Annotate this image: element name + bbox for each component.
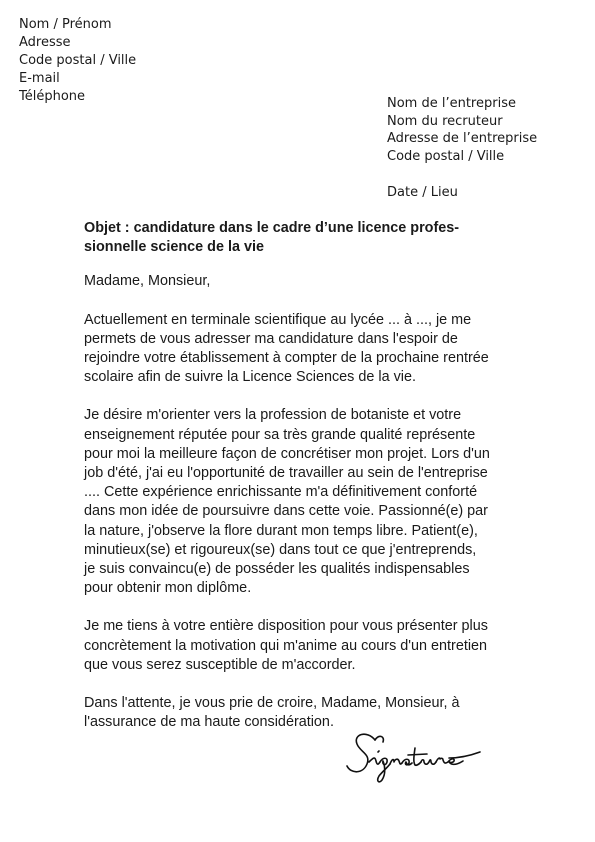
paragraph-line: rejoindre votre établissement à compter de la prochaine rentrée (84, 350, 489, 367)
paragraph-intro (84, 311, 524, 388)
subject-text: Objet : candidature dans le cadre d’une licence profes- (84, 220, 460, 236)
handwritten-signature (345, 728, 490, 788)
sender-email: E-mail (19, 71, 60, 86)
paragraph-line: Je me tiens à votre entière disposition pour vous présenter plus (84, 618, 488, 635)
paragraph-line: enseignement réputée pour sa très grande qualité représente (84, 426, 476, 443)
paragraph-line: Je désire m'orienter vers la profession de botaniste et votre (84, 407, 462, 424)
letter-body (84, 219, 524, 732)
recipient-address: Adresse de l’entreprise (387, 131, 538, 146)
sender-address: Adresse (19, 35, 71, 50)
sender-name: Nom / Prénom (19, 17, 112, 32)
date-place: Date / Lieu (387, 185, 458, 200)
recipient-company: Nom de l’entreprise (387, 96, 516, 111)
paragraph-motivation (84, 406, 524, 598)
subject-line (84, 219, 524, 257)
sender-phone: Téléphone (19, 89, 86, 104)
paragraph-line: minutieux(se) et rigoureux(se) dans tout ce que j'entreprends, (84, 541, 477, 558)
paragraph-line: dans mon idée de poursuivre dans cette voie. Passionné(e) par (84, 503, 488, 520)
paragraph-line: pour obtenir mon diplôme. (84, 580, 252, 597)
paragraph-line: Actuellement en terminale scientifique au lycée ... à ..., je me (84, 311, 472, 328)
paragraph-line: pour moi la meilleure façon de concrétiser mon projet. Lors d'un (84, 445, 490, 462)
subject-text: sionnelle science de la vie (84, 239, 264, 256)
paragraph-line: l'assurance de ma haute considération. (84, 714, 334, 731)
sender-city: Code postal / Ville (19, 53, 137, 68)
paragraph-line: la nature, j'observe la flore durant mon temps libre. Patient(e), (84, 522, 478, 539)
paragraph-line: je suis convaincu(e) de posséder les qualités indispensables (84, 561, 470, 578)
salutation: Madame, Monsieur, (84, 273, 211, 290)
paragraph-line: job d'été, j'ai eu l'opportunité de travailler au sein de l'entreprise (84, 465, 488, 482)
sender-block (19, 16, 136, 106)
paragraph-line: que vous serez susceptible de m'accorder. (84, 656, 356, 673)
paragraph-line: Dans l'attente, je vous prie de croire, Madame, Monsieur, à (84, 695, 460, 712)
paragraph-closing (84, 694, 524, 732)
recipient-city: Code postal / Ville (387, 148, 505, 164)
paragraph-availability (84, 617, 524, 675)
paragraph-line: scolaire afin de suivre la Licence Sciences de la vie. (84, 369, 416, 386)
recipient-block (387, 95, 537, 165)
paragraph-line: .... Cette expérience enrichissante m'a définitivement conforté (84, 484, 478, 501)
recipient-recruiter: Nom du recruteur (387, 113, 503, 129)
paragraph-line: permets de vous adresser ma candidature dans l'espoir de (84, 330, 458, 347)
paragraph-line: concrètement la motivation qui m'anime au cours d'un entretien (84, 637, 488, 654)
